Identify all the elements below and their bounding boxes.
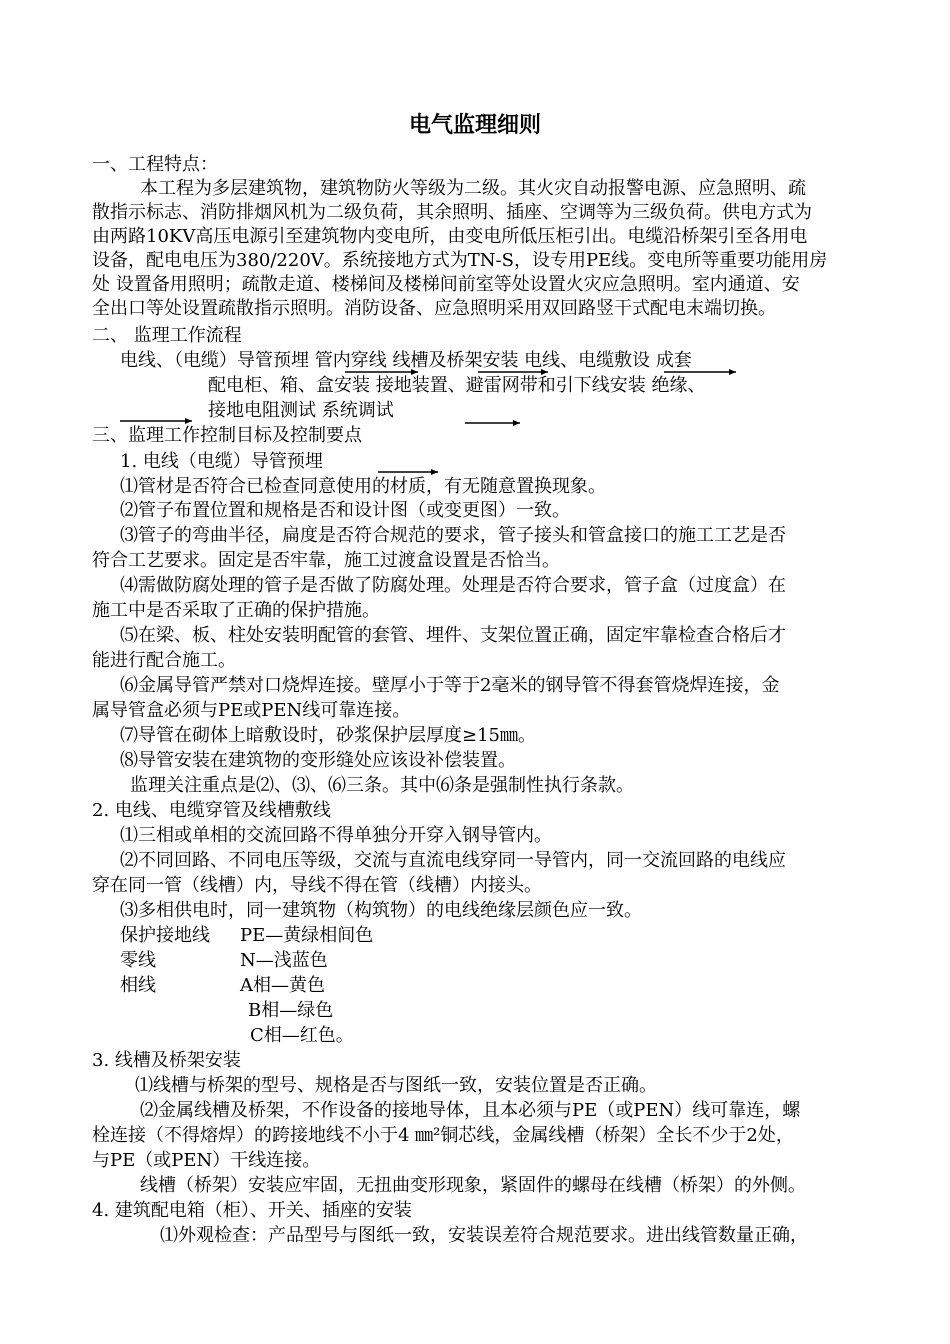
s31-item-3-line-2: 符合工艺要求。固定是否牢靠，施工过渡盒设置是否恰当。 — [92, 550, 560, 571]
s33-item-2-line-2: 栓连接（不得熔焊）的跨接地线不小于4 ㎜²铜芯线，金属线槽（桥架）全长不少于2处， — [92, 1125, 794, 1146]
section-2-heading: 二、 监理工作流程 — [92, 325, 242, 346]
section-1-heading: 一、工程特点： — [92, 154, 218, 175]
color-phase-label: 相线 — [120, 975, 156, 996]
s32-item-3: ⑶多相供电时，同一建筑物（构筑物）的电线绝缘层颜色应一致。 — [120, 900, 642, 921]
subsection-3-4-heading: 4. 建筑配电箱（柜）、开关、插座的安装 — [92, 1200, 412, 1221]
s32-item-1: ⑴三相或单相的交流回路不得单独分开穿入钢导管内。 — [120, 825, 552, 846]
s31-item-6-line-2: 属导管盒必须与PE或PEN线可靠连接。 — [92, 700, 411, 721]
s31-item-1: ⑴管材是否符合已检查同意使用的材质，有无随意置换现象。 — [120, 476, 606, 497]
s31-item-7: ⑺导管在砌体上暗敷设时，砂浆保护层厚度≥15㎜。 — [120, 725, 536, 746]
sec1-line-2: 散指示标志、消防排烟风机为二级负荷，其余照明、插座、空调等为三级负荷。供电方式为 — [92, 202, 812, 223]
section-3-heading: 三、监理工作控制目标及控制要点 — [92, 425, 362, 446]
sec1-line-3: 由两路10KV高压电源引至建筑物内变电所，由变电所低压柜引出。电缆沿桥架引至各用电 — [92, 226, 808, 247]
document-title: 电气监理细则 — [408, 112, 541, 138]
flow-line-1: 电线、（电缆）导管预埋 管内穿线 线槽及桥架安装 电线、电缆敷设 成套 — [120, 350, 692, 371]
s31-item-4-line-2: 施工中是否采取了正确的保护措施。 — [92, 600, 380, 621]
s33-item-1: ⑴线槽与桥架的型号、规格是否与图纸一致，安装位置是否正确。 — [135, 1075, 657, 1096]
s34-item-1: ⑴外观检查：产品型号与图纸一致，安装误差符合规范要求。进出线管数量正确， — [160, 1225, 808, 1246]
subsection-3-3-heading: 3. 线槽及桥架安装 — [92, 1050, 241, 1071]
s31-item-8: ⑻导管安装在建筑物的变形缝处应该设补偿装置。 — [120, 750, 516, 771]
s33-item-2-line-3: 与PE（或PEN）干线连接。 — [92, 1150, 321, 1171]
subsection-3-1-heading: 1. 电线（电缆）导管预埋 — [120, 451, 323, 472]
color-a-value: A相—黄色 — [240, 975, 325, 996]
color-b-value: B相—绿色 — [248, 1000, 334, 1021]
color-pe-label: 保护接地线 — [120, 925, 210, 946]
color-n-value: N—浅蓝色 — [240, 950, 328, 971]
color-pe-value: PE—黄绿相间色 — [240, 925, 374, 946]
s32-item-2-line-2: 穿在同一管（线槽）内，导线不得在管（线槽）内接头。 — [92, 875, 542, 896]
flow-line-2: 配电柜、箱、盒安装 接地装置、避雷网带和引下线安装 绝缘、 — [208, 375, 706, 396]
sec1-line-5: 处 设置备用照明；疏散走道、楼梯间及楼梯间前室等处设置火灾应急照明。室内通道、安 — [92, 274, 800, 295]
s31-item-3-line-1: ⑶管子的弯曲半径，扁度是否符合规范的要求，管子接头和管盒接口的施工工艺是否 — [120, 525, 786, 546]
s33-paragraph: 线槽（桥架）安装应牢固，无扭曲变形现象，紧固件的螺母在线槽（桥架）的外侧。 — [140, 1175, 806, 1196]
s33-item-2-line-1: ⑵金属线槽及桥架，不作设备的接地导体，且本必须与PE（或PEN）线可靠连，螺 — [140, 1100, 801, 1121]
color-c-value: C相—红色。 — [250, 1025, 354, 1046]
s31-item-4-line-1: ⑷需做防腐处理的管子是否做了防腐处理。处理是否符合要求，管子盒（过度盒）在 — [120, 575, 786, 596]
sec1-line-1: 本工程为多层建筑物，建筑物防火等级为二级。其火灾自动报警电源、应急照明、疏 — [140, 178, 806, 199]
s31-note: 监理关注重点是⑵、⑶、⑹三条。其中⑹条是强制性执行条款。 — [130, 775, 634, 796]
sec1-line-6: 全出口等处设置疏散指示照明。消防设备、应急照明采用双回路竖干式配电末端切换。 — [92, 298, 776, 319]
sec1-line-4: 设备，配电电压为380/220V。系统接地方式为TN-S，设专用PE线。变电所等重要功能用房 — [92, 250, 828, 271]
s31-item-5-line-2: 能进行配合施工。 — [92, 650, 236, 671]
s32-item-2-line-1: ⑵不同回路、不同电压等级，交流与直流电线穿同一导管内，同一交流回路的电线应 — [120, 850, 786, 871]
s31-item-6-line-1: ⑹金属导管严禁对口烧焊连接。壁厚小于等于2毫米的钢导管不得套管烧焊连接，金 — [120, 675, 780, 696]
flow-line-3: 接地电阻测试 系统调试 — [208, 400, 394, 421]
s31-item-2: ⑵管子布置位置和规格是否和设计图（或变更图）一致。 — [120, 500, 570, 521]
color-n-label: 零线 — [120, 950, 156, 971]
subsection-3-2-heading: 2. 电线、电缆穿管及线槽敷线 — [92, 800, 331, 821]
s31-item-5-line-1: ⑸在梁、板、柱处安装明配管的套管、埋件、支架位置正确，固定牢靠检查合格后才 — [120, 625, 786, 646]
